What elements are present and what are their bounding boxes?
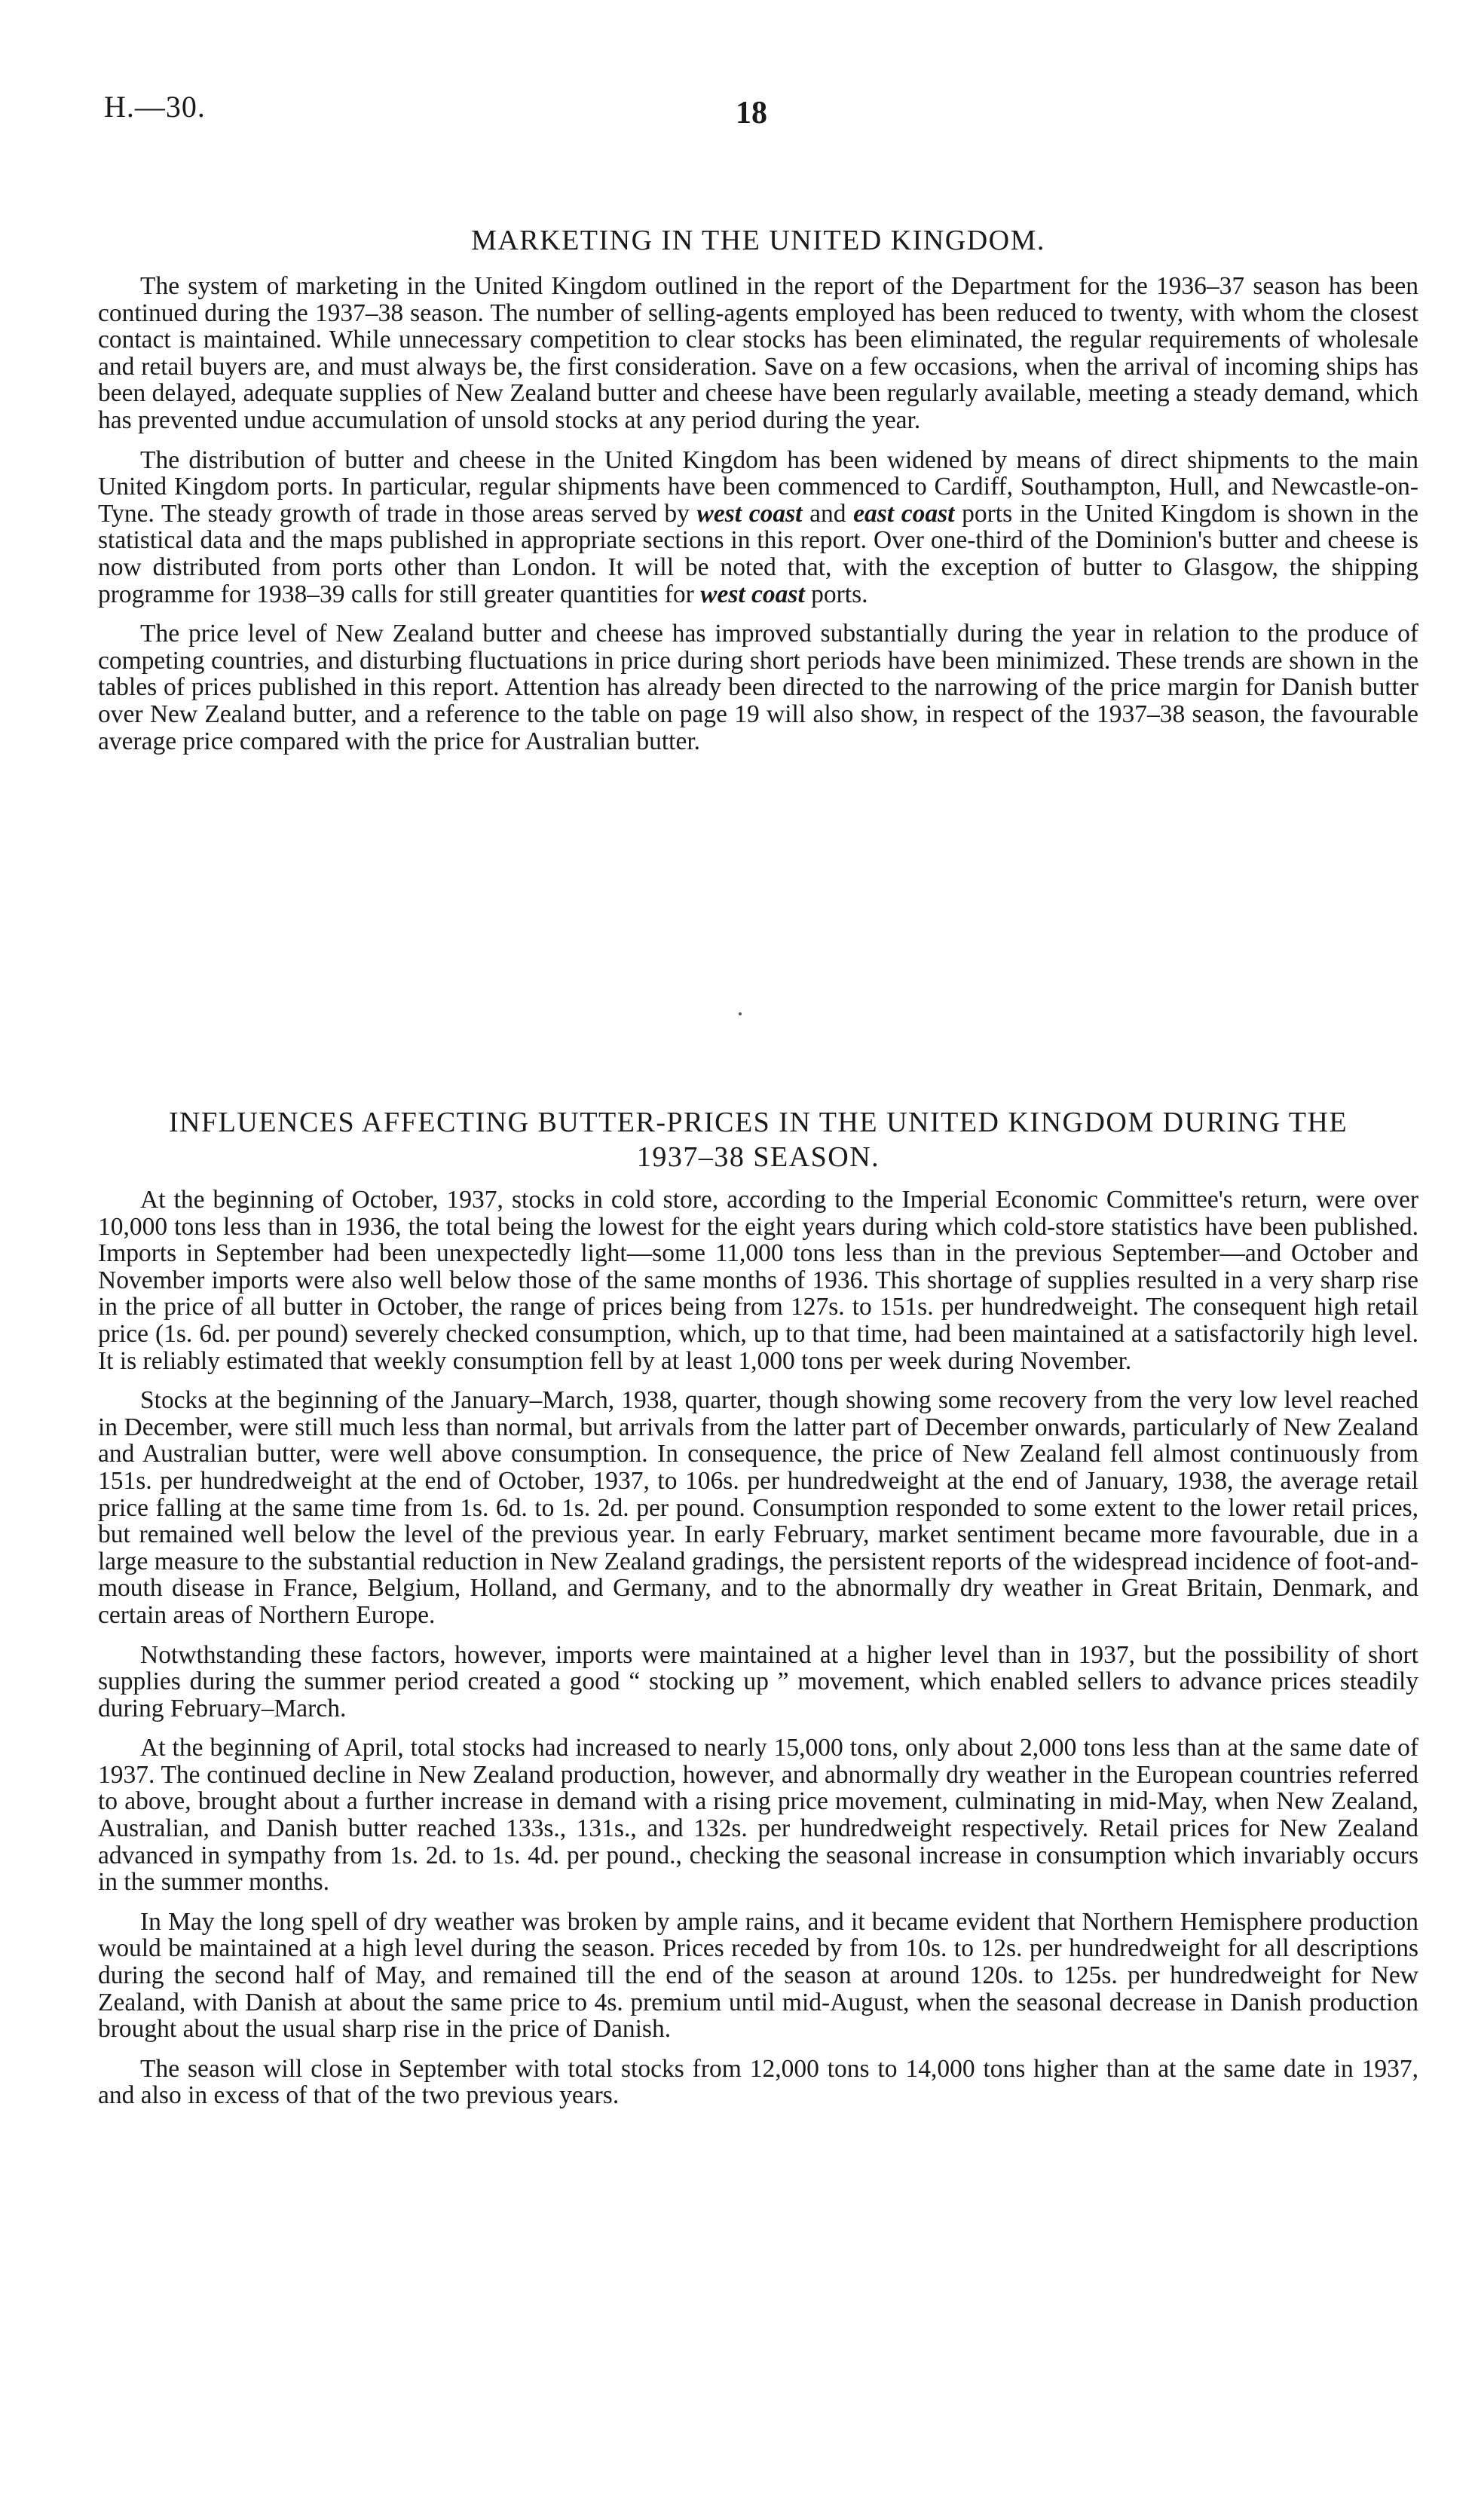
paragraph: Stocks at the beginning of the January–March, 1938, quarter, though showing some recovery from the very low level reached in December, were still much less than normal, but arrivals from the latter part of December onwards, particularly of New Zealand and Australian butter, were well above consumption. In consequence, the price of New Zealand fell almost continuously from 151s. per hundredweight at the end of October, 1937, to 106s. per hundredweight at the end of January, 1938, the average retail price falling at the same time from 1s. 6d. to 1s. 2d. per pound. Consumption responded to some extent to the lower retail prices, but remained well below the level of the previous year. In early February, market sentiment became more favourable, due in a large measure to the substantial reduction in New Zealand gradings, the persistent reports of the widespread incidence of foot-and-mouth disease in France, Belgium, Holland, and Germany, and to the abnormally dry weather in Great Britain, Denmark, and certain areas of Northern Europe.: [98, 1386, 1418, 1629]
paragraph: The system of marketing in the United Kingdom outlined in the report of the Department for the 1936–37 season has been continued during the 1937–38 season. The number of selling-agents employed has been reduced to twenty, with whom the closest contact is maintained. While unnecessary competition to clear stocks has been eliminated, the regular requirements of wholesale and retail buyers are, and must always be, the first consideration. Save on a few occasions, when the arrival of incoming ships has been delayed, adequate supplies of New Zealand butter and cheese have been regularly available, meeting a steady demand, which has prevented undue accumulation of unsold stocks at any period during the year.: [98, 272, 1418, 434]
section-title-line: 1937–38 SEASON.: [636, 1141, 880, 1173]
paragraph: Notwthstanding these factors, however, imports were maintained at a higher level than in 1937, but the possibility of short supplies during the summer period created a good “ stocking up ” movement, which enabled sellers to advance prices steadily during February–March.: [98, 1640, 1418, 1722]
section-title-butter-prices: [98, 1105, 1418, 1174]
paragraph-text: ports in the United Kingdom is shown in the statistical data and the maps published in appropriate sections in this report. Over one-third of the Dominion's butter and cheese is now distributed from ports other than London. It will be noted that, with the exception of butter to Glasgow, the shipping programme for 1938–39 calls for still greater quantities for: [98, 499, 1418, 608]
section-title-marketing: MARKETING IN THE UNITED KINGDOM.: [471, 225, 1045, 256]
emphasis-west-coast: west coast: [700, 580, 805, 608]
paragraph: At the beginning of April, total stocks had increased to nearly 15,000 tons, only about 2,000 tons less than at the same date of 1937. The continued decline in New Zealand production, however, and abnormally dry weather in the European countries referred to above, brought about a further increase in demand with a rising price movement, culminating in mid-May, when New Zealand, Australian, and Danish butter reached 133s., 131s., and 132s. per hundredweight respectively. Retail prices for New Zealand advanced in sympathy from 1s. 2d. to 1s. 4d. per pound., checking the seasonal increase in consumption which invariably occurs in the summer months.: [98, 1734, 1418, 1897]
document-reference: H.—30.: [104, 90, 206, 124]
paragraph-text: and: [802, 499, 854, 528]
section-title-line: INFLUENCES AFFECTING BUTTER-PRICES IN THE UNITED KINGDOM DURING THE: [168, 1107, 1348, 1138]
paragraph-text: ports.: [804, 580, 868, 608]
section-butter-prices: [98, 1105, 1418, 2122]
section-marketing: [98, 223, 1418, 767]
page-number: 18: [736, 96, 767, 130]
emphasis-east-coast: east coast: [853, 499, 955, 528]
paragraph: The price level of New Zealand butter and cheese has improved substantially during the year in relation to the produce of competing countries, and disturbing fluctuations in price during short periods have been minimized. These trends are shown in the tables of prices published in this report. Attention has already been directed to the narrowing of the price margin for Danish butter over New Zealand butter, and a reference to the table on page 19 will also show, in respect of the 1937–38 season, the favourable average price compared with the price for Australian butter.: [98, 620, 1418, 755]
emphasis-west-coast: west coast: [696, 499, 803, 528]
paragraph: At the beginning of October, 1937, stocks in cold store, according to the Imperial Economic Committee's return, were over 10,000 tons less than in 1936, the total being the lowest for the eight years during which cold-store statistics have been published. Imports in September had been unexpectedly light—some 11,000 tons less than in the previous September—and October and November imports were also well below those of the same months of 1936. This shortage of supplies resulted in a very sharp rise in the price of all butter in October, the range of prices being from 127s. to 151s. per hundredweight. The consequent high retail price (1s. 6d. per pound) severely checked consumption, which, up to that time, had been maintained at a satisfactorily high level. It is reliably estimated that weekly consumption fell by at least 1,000 tons per week during November.: [98, 1186, 1418, 1375]
paragraph-text: The distribution of butter and cheese in the United Kingdom has been widened by means of direct shipments to the main United Kingdom ports. In particular, regular shipments have been commenced to Cardiff, Southampton, Hull, and Newcastle-on-Tyne. The steady growth of trade in those areas served by: [98, 446, 1418, 528]
stray-dot: [739, 1012, 742, 1015]
paragraph: [98, 447, 1418, 608]
paragraph: In May the long spell of dry weather was broken by ample rains, and it became evident that Northern Hemisphere production would be maintained at a high level during the season. Prices receded by from 10s. to 12s. per hundredweight for all descriptions during the second half of May, and remained till the end of the season at around 120s. to 125s. per hundredweight for New Zealand, with Danish at about the same price to 4s. premium until mid-August, when the seasonal decrease in Danish production brought about the usual sharp rise in the price of Danish.: [98, 1907, 1418, 2044]
paragraph: The season will close in September with total stocks from 12,000 tons to 14,000 tons higher than at the same date in 1937, and also in excess of that of the two previous years.: [98, 2054, 1418, 2110]
